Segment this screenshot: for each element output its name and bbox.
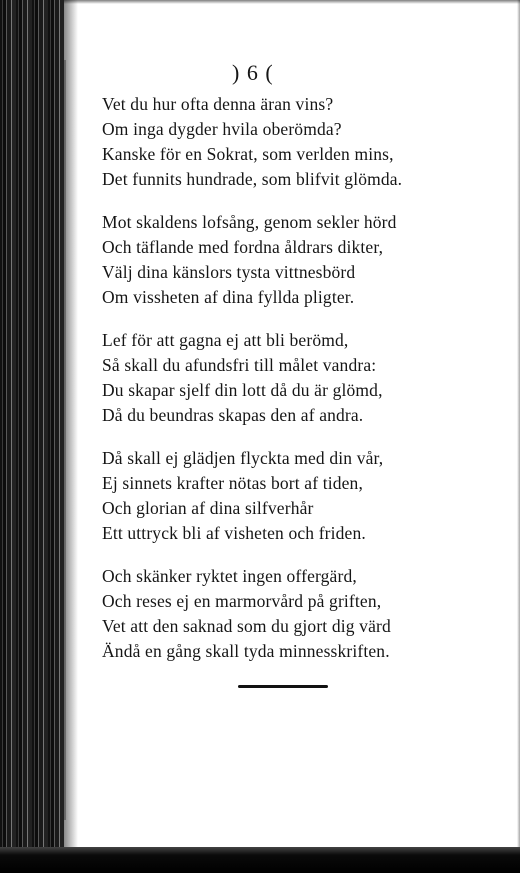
poem-line: Och skänker ryktet ingen offergärd, xyxy=(102,566,357,586)
poem-line: Kanske för en Sokrat, som verlden mins, xyxy=(102,144,394,164)
poem-line: Vet du hur ofta denna äran vins? xyxy=(102,94,334,114)
poem-line: Ett uttryck bli af visheten och friden. xyxy=(102,523,366,543)
page-number: ) 6 ( xyxy=(232,60,274,85)
end-ornament-rule xyxy=(238,685,328,688)
poem-line: Mot skaldens lofsång, genom sekler hörd xyxy=(102,212,397,232)
poem-body xyxy=(102,92,482,682)
stanza-5 xyxy=(102,564,482,664)
stanza-3 xyxy=(102,328,482,428)
poem-line: Och täflande med fordna åldrars dikter, xyxy=(102,237,384,257)
poem-line: Om vissheten af dina fyllda pligter. xyxy=(102,287,355,307)
poem-line: Då skall ej glädjen flyckta med din vår, xyxy=(102,448,384,468)
poem-line: Då du beundras skapas den af andra. xyxy=(102,405,364,425)
page-top-edge xyxy=(64,0,520,4)
poem-line: Om inga dygder hvila oberömda? xyxy=(102,119,342,139)
poem-line: Och reses ej en marmorvård på griften, xyxy=(102,591,382,611)
poem-line: Ej sinnets krafter nötas bort af tiden, xyxy=(102,473,363,493)
stanza-1 xyxy=(102,92,482,192)
poem-line: Välj dina känslors tysta vittnesbörd xyxy=(102,262,356,282)
poem-line: Och glorian af dina silfverhår xyxy=(102,498,314,518)
stanza-2 xyxy=(102,210,482,310)
poem-line: Så skall du afundsfri till målet vandra: xyxy=(102,355,377,375)
poem-line: Du skapar sjelf din lott då du är glömd, xyxy=(102,380,383,400)
poem-line: Ändå en gång skall tyda minnesskriften. xyxy=(102,641,390,661)
poem-line: Det funnits hundrade, som blifvit glömda. xyxy=(102,169,403,189)
poem-line: Vet att den saknad som du gjort dig värd xyxy=(102,616,391,636)
binding-shadow-streak xyxy=(64,60,66,820)
stanza-4 xyxy=(102,446,482,546)
poem-line: Lef för att gagna ej att bli berömd, xyxy=(102,330,349,350)
scanned-bottom-edge xyxy=(0,847,520,873)
scanned-binding-edge xyxy=(0,0,64,873)
